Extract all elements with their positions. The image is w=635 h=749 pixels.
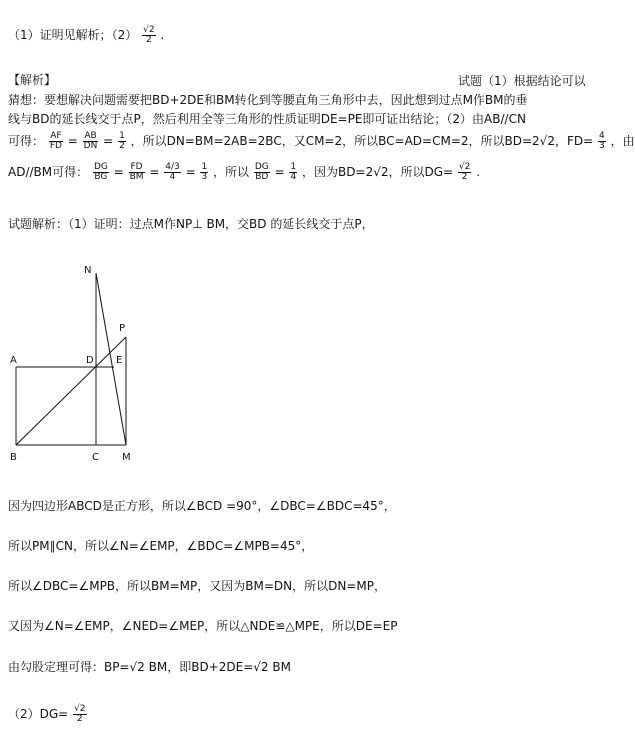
den: BM	[129, 172, 144, 182]
den: 2	[76, 714, 83, 724]
num: 1	[290, 162, 297, 172]
fraction	[289, 163, 297, 182]
fraction	[49, 132, 63, 151]
analysis-right-text: 试题（1）根据结论可以	[458, 74, 586, 88]
equals: =	[67, 134, 78, 148]
text: 可得：	[8, 134, 45, 148]
fraction-denominator: 2	[145, 35, 152, 45]
fraction	[83, 132, 99, 151]
den: 3	[201, 172, 208, 182]
text: ，因为BD=2√2，所以DG=	[302, 165, 454, 179]
solution-step-3: 所以∠DBC=∠MPB，所以BM=MP，又因为BM=DN，所以DN=MP，	[8, 579, 386, 593]
num: √2	[458, 162, 471, 172]
den: 4	[290, 172, 297, 182]
analysis-heading: 【解析】	[8, 73, 57, 87]
answer-fraction	[142, 26, 155, 45]
solution-step-2: 所以PM∥CN，所以∠N=∠EMP，∠BDC=∠MPB=45°，	[8, 539, 314, 553]
answer-part1: （1）证明见解析；（2）	[8, 28, 138, 42]
equals: =	[103, 134, 114, 148]
fraction	[129, 163, 145, 182]
num: FD	[130, 162, 143, 172]
label-M: M	[122, 452, 131, 463]
analysis-line-4	[8, 163, 480, 182]
num: 1	[201, 162, 208, 172]
geometry-figure	[0, 255, 160, 465]
text: （2）DG=	[8, 707, 69, 721]
text: ，由	[610, 134, 635, 148]
analysis-line-2: 线与BD的延长线交于点P，然后利用全等三角形的性质证明DE=PE即可证出结论；（2）由AB//CN	[8, 112, 526, 126]
text: ，所以DN=BM=2AB=2BC，又CM=2，所以BC=AD=CM=2，所以BD=2√2，FD=	[130, 134, 594, 148]
answer-end: .	[160, 28, 165, 42]
label-P: P	[119, 323, 126, 334]
den: 4	[169, 172, 176, 182]
fraction	[118, 132, 126, 151]
den: BD	[255, 172, 269, 182]
equals: =	[185, 165, 196, 179]
text: .	[476, 165, 481, 179]
label-D: D	[86, 355, 94, 366]
text: AD//BM可得：	[8, 165, 89, 179]
fraction	[200, 163, 208, 182]
solution-step-4: 又因为∠N=∠EMP，∠NED=∠MEP，所以△NDE≌△MPE，所以DE=EP	[8, 619, 398, 633]
fraction-numerator: √2	[143, 25, 155, 35]
fraction	[93, 163, 109, 182]
num: √2	[74, 704, 86, 714]
equals: =	[149, 165, 160, 179]
den: 2	[119, 141, 125, 151]
den: FD	[49, 141, 62, 151]
den: DN	[83, 141, 98, 151]
text: ，所以	[213, 165, 250, 179]
analysis-line-3	[8, 132, 635, 151]
label-B: B	[10, 452, 17, 463]
label-E: E	[116, 355, 123, 366]
num: DG	[93, 162, 108, 172]
num: AB	[84, 131, 97, 141]
solution-step-6	[8, 705, 88, 724]
num: 4/3	[165, 162, 180, 172]
equals: =	[113, 165, 124, 179]
label-N: N	[84, 265, 92, 276]
solution-step-5: 由勾股定理可得：BP=√2 BM，即BD+2DE=√2 BM	[8, 660, 291, 674]
fraction	[254, 163, 270, 182]
equals: =	[274, 165, 285, 179]
analysis-line-1: 猜想：要想解决问题需要把BD+2DE和BM转化到等腰直角三角形中去，因此想到过点M作BM的垂	[8, 93, 528, 107]
num: DG	[254, 162, 269, 172]
fraction	[598, 132, 606, 151]
den: 2	[461, 172, 468, 182]
num: AF	[50, 131, 62, 141]
den: BG	[94, 172, 108, 182]
label-C: C	[92, 452, 99, 463]
num: 1	[119, 131, 125, 141]
answer-line	[8, 26, 164, 45]
fraction	[73, 705, 86, 724]
den: 3	[598, 141, 605, 151]
num: 4	[598, 131, 605, 141]
solution-step-1: 因为四边形ABCD是正方形，所以∠BCD =90°，∠DBC=∠BDC=45°，	[8, 499, 396, 513]
fraction	[164, 163, 180, 182]
solution-intro: 试题解析：（1）证明：过点M作NP⊥ BM，交BD 的延长线交于点P，	[8, 217, 374, 231]
fraction	[458, 163, 471, 182]
label-A: A	[10, 355, 17, 366]
